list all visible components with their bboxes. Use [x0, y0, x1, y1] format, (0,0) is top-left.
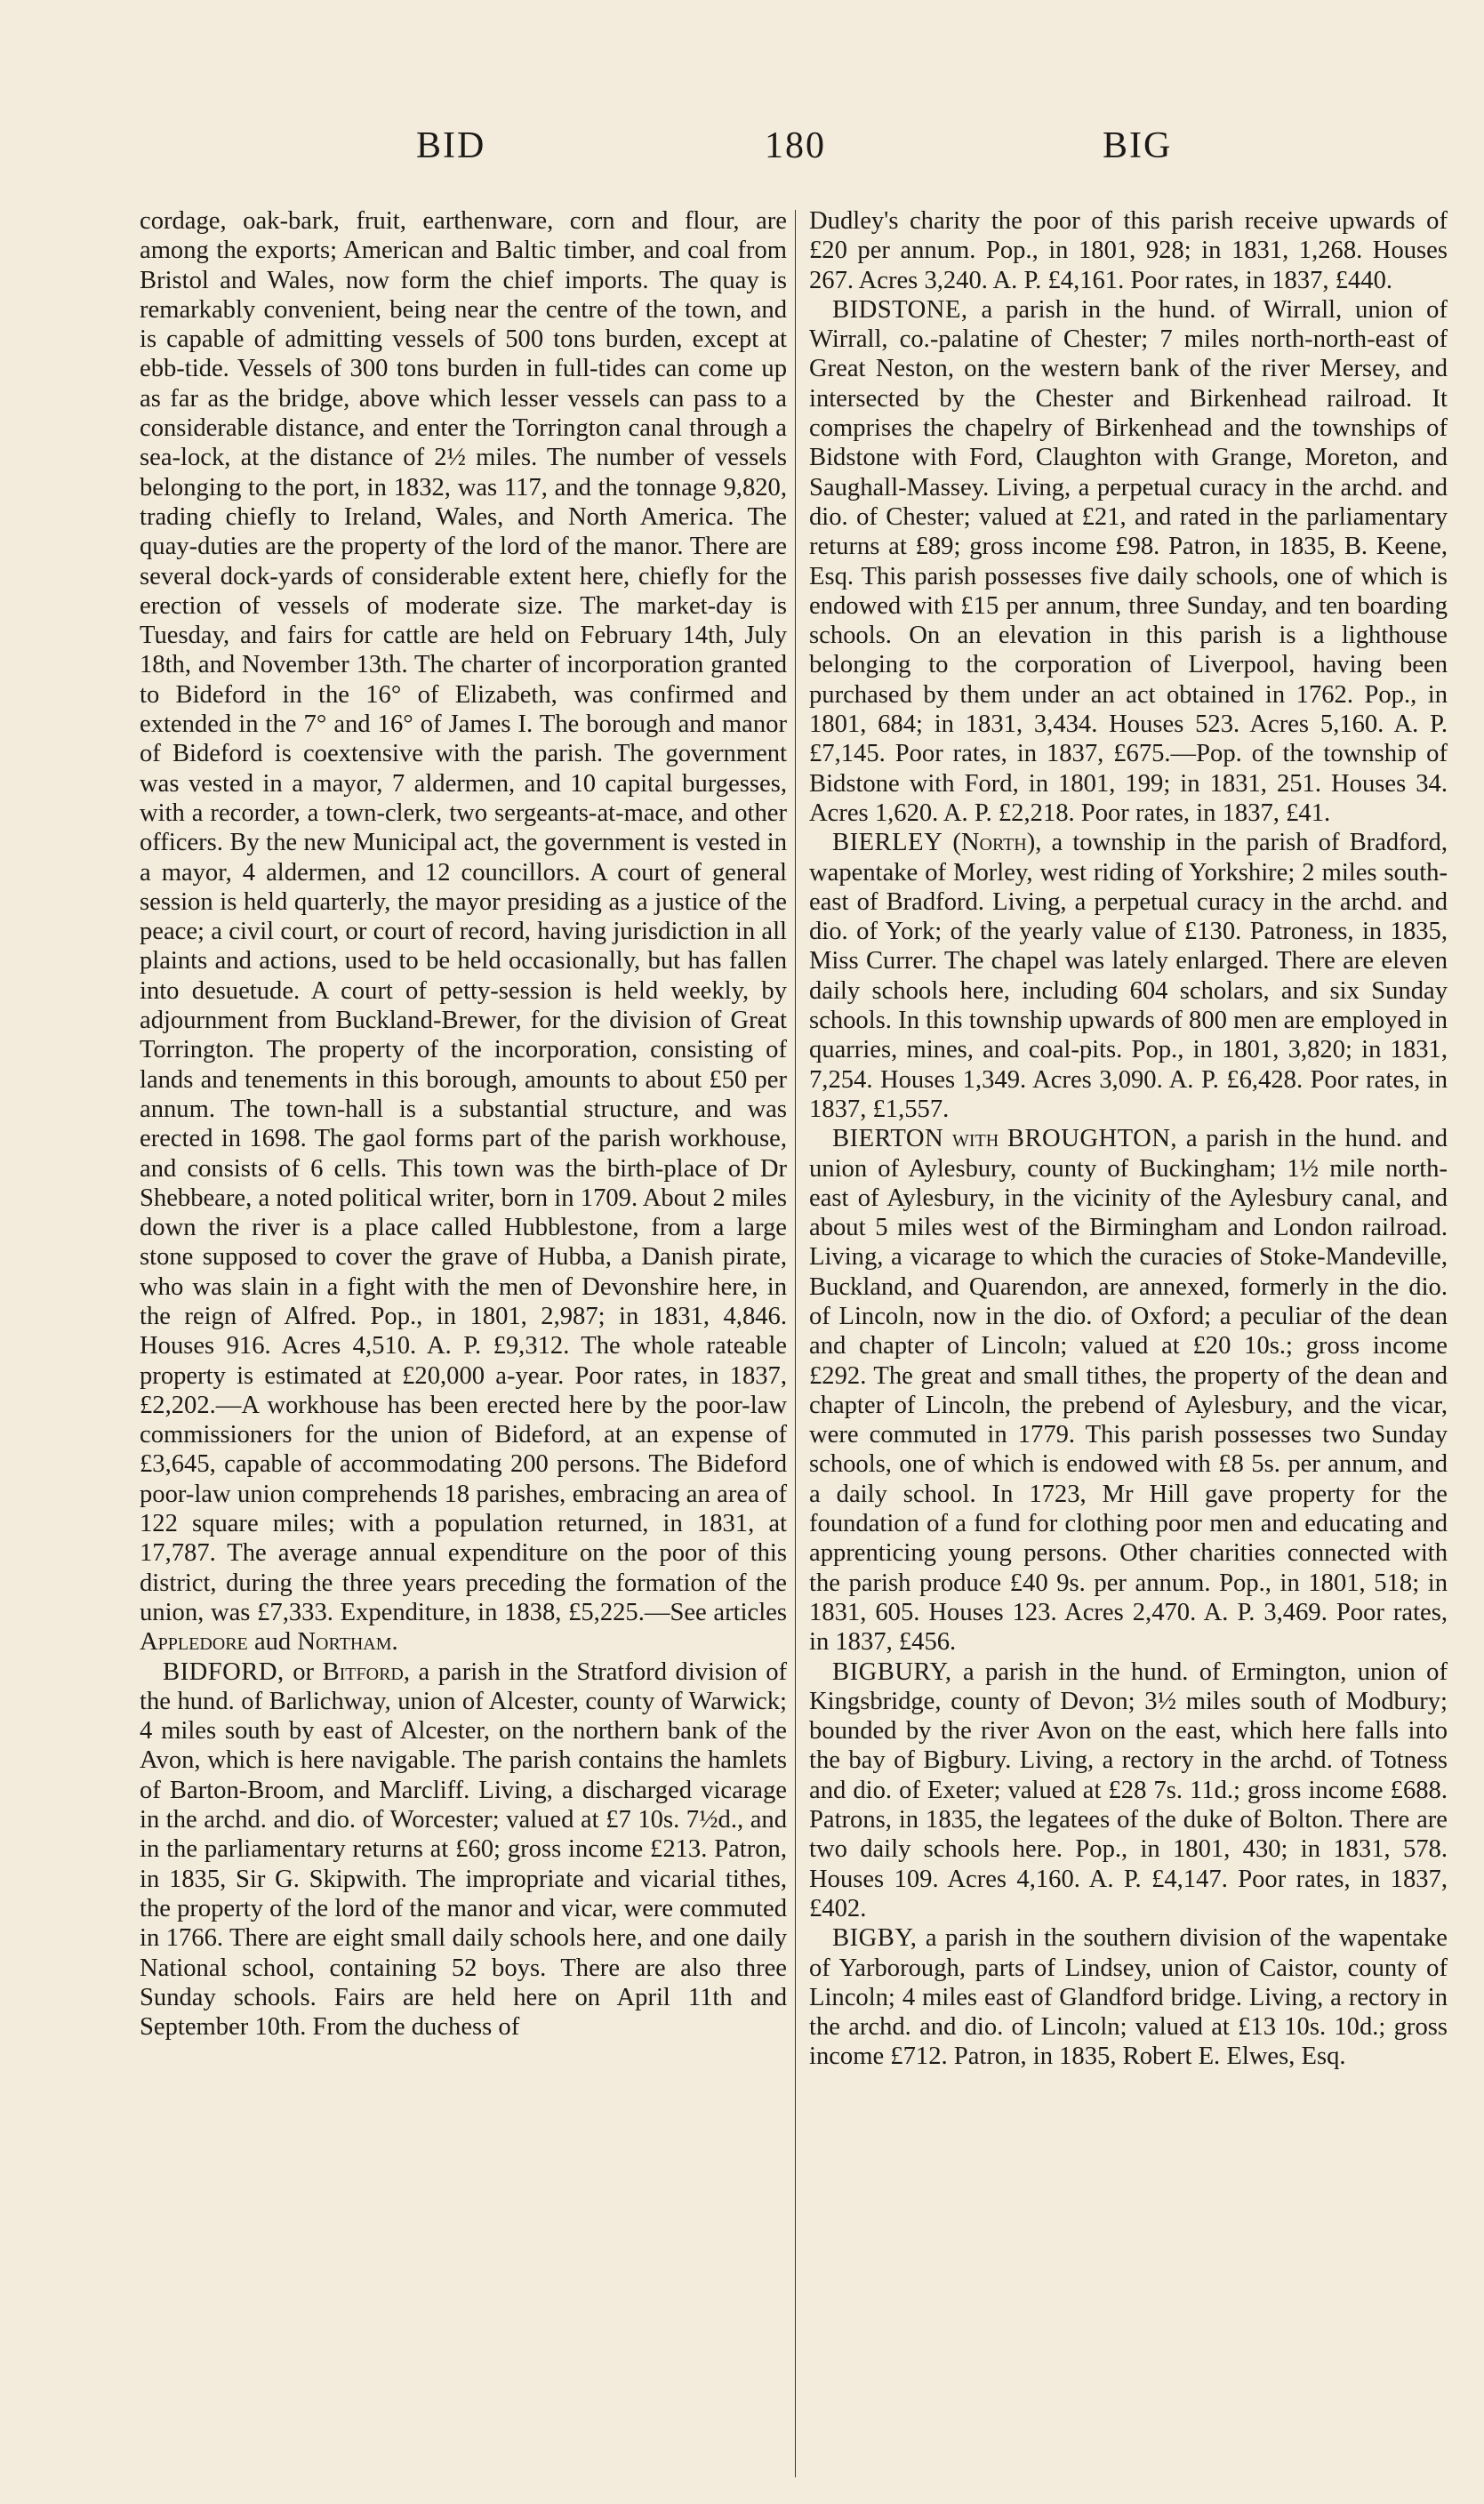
entry-text: a parish in the southern division of the wapentake of Yarborough, parts of Lindsey, union of Caistor, county of Lincoln; 4 miles east of Glandford bridge. Living, a rectory in the archd. and dio. of Lincoln; valued at £13 10s. 10d.; gross income £712. Patron, in 1835, Robert E. Elwes, Esq. [809, 1924, 1448, 2071]
entry-text: a township in the parish of Bradford, wapentake of Morley, west riding of Yorkshire; 2 miles south-east of Bradford. Living, a perpetual curacy in the archd. and dio. of York; of the yearly value of £130. Patroness, in 1835, Miss Currer. The chapel was lately enlarged. There are eleven daily schools here, including 604 scholars, and six Sunday schools. In this township upwards of 800 men are employed in quarries, mines, and coal-pits. Pop., in 1801, 3,820; in 1831, 7,254. Houses 1,349. Acres 3,090. A. P. £6,428. Poor rates, in 1837, £1,557. [809, 829, 1448, 1123]
entry-bideford-continued [140, 206, 787, 1657]
conjunction: aud [253, 1628, 292, 1657]
entry-text: a parish in the Stratford division of the hund. of Barlichway, union of Alcester, county of Warwick; 4 miles south by east of Alcester, on the northern bank of the Avon, which is here navigable. The parish contains the hamlets of Barton-Broom, and Marcliff. Living, a discharged vicarage in the archd. and dio. of Worcester; valued at £7 10s. 7½d., and in the parliamentary returns at £60; gross income £213. Patron, in 1835, Sir G. Skipwith. The impropriate and vicarial tithes, the property of the lord of the manor and vicar, were commuted in 1766. There are eight small daily schools here, and one daily National school, containing 52 boys. There are also three Sunday schools. Fairs are held here on April 11th and September 10th. From the duchess of [140, 1657, 787, 2042]
entry-headword-secondary: BROUGHTON, [1007, 1125, 1178, 1153]
entry-headword: BIERTON [832, 1125, 944, 1153]
alternate-name: Bitford, [322, 1657, 411, 1686]
entry-bidstone [809, 295, 1448, 828]
entry-text: a parish in the hund. of Wirrall, union of Wirrall, co.-palatine of Chester; 7 miles north-north-east of Great Neston, on the western bank of the river Mersey, and intersected by the Chester and Birkenhead railroad. It comprises the chapelry of Birkenhead and the townships of Bidstone with Ford, Claughton with Grange, Moreton, and Saughall-Massey. Living, a perpetual curacy in the archd. and dio. of Chester; valued at £21, and rated in the parliamentary returns at £89; gross income £98. Patron, in 1835, B. Keene, Esq. This parish possesses five daily schools, one of which is endowed with £15 per annum, three Sunday, and ten boarding schools. On an elevation in this parish is a lighthouse belonging to the corporation of Liverpool, having been purchased by them under an act obtained in 1762. Pop., in 1801, 684; in 1831, 3,434. Houses 523. Acres 5,160. A. P. £7,145. Poor rates, in 1837, £675.—Pop. of the township of Bidstone with Ford, in 1801, 199; in 1831, 251. Houses 34. Acres 1,620. A. P. £2,218. Poor rates, in 1837, £41. [809, 295, 1448, 827]
running-head-right: BIG [1103, 125, 1173, 166]
entry-headword: BIERLEY [832, 829, 943, 857]
entry-bigbury [809, 1657, 1448, 1924]
right-column [809, 206, 1448, 2483]
entry-bidford [140, 1657, 787, 2043]
entry-headword: BIDSTONE, [832, 295, 968, 324]
running-head-left: BID [416, 125, 486, 166]
entry-text: a parish in the hund. and union of Aylesbury, county of Buckingham; 1½ mile north-east of Aylesbury, in the vicinity of the Aylesbury canal, and about 5 miles west of the Birmingham and London railroad. Living, a vicarage to which the curacies of Stoke-Mandeville, Buckland, and Quarendon, are annexed, formerly in the dio. of Lincoln, now in the dio. of Oxford; a peculiar of the dean and chapter of Lincoln; valued at £20 10s.; gross income £292. The great and small tithes, the property of the dean and chapter of Lincoln, the prebend of Aylesbury, and the vicar, were commuted in 1779. This parish possesses two Sunday schools, one of which is endowed with £8 5s. per annum, and a daily school. In 1723, Mr Hill gave property for the foundation of a fund for clothing poor men and educating and apprenticing young persons. Other charities connected with the parish produce £40 9s. per annum. Pop., in 1801, 518; in 1831, 605. Houses 123. Acres 2,470. A. P. 3,469. Poor rates, in 1837, £456. [809, 1125, 1448, 1657]
entry-headword: BIGBURY, [832, 1657, 952, 1686]
entry-bierley [809, 828, 1448, 1124]
entry-headword: BIDFORD, [163, 1657, 285, 1686]
entry-text: a parish in the hund. of Ermington, union of Kingsbridge, county of Devon; 3½ miles south of Modbury; bounded by the river Avon on the east, which here falls into the bay of Bigbury. Living, a rectory in the archd. of Totness and dio. of Exeter; valued at £28 7s. 11d.; gross income £688. Patrons, in 1835, the legatees of the duke of Bolton. There are two daily schools here. Pop., in 1801, 430; in 1831, 578. Houses 109. Acres 4,160. A. P. £4,147. Poor rates, in 1837, £402. [809, 1657, 1448, 1922]
cross-reference: Northam. [297, 1628, 398, 1657]
headword-connector: or [293, 1657, 315, 1686]
entry-bidford-continued: Dudley's charity the poor of this parish receive upwards of £20 per annum. Pop., in 1801, 928; in 1831, 1,268. Houses 267. Acres 3,240. A. P. £4,161. Poor rates, in 1837, £440. [809, 207, 1448, 294]
entry-headword: BIGBY, [832, 1924, 918, 1953]
entry-bigby [809, 1923, 1448, 2071]
page-header [0, 124, 1484, 178]
cross-reference: Appledore [140, 1628, 248, 1657]
left-column [140, 206, 787, 2483]
headword-connector: with [951, 1125, 999, 1153]
entry-bierton [809, 1124, 1448, 1657]
entry-text: cordage, oak-bark, fruit, earthenware, corn and flour, are among the exports; American and Baltic timber, and coal from Bristol and Wales, now form the chief imports. The quay is remarkably convenient, being near the centre of the town, and is capable of admitting vessels of 500 tons burden, except at ebb-tide. Vessels of 300 tons burden in full-tides can come up as far as the bridge, above which lesser vessels can pass to a considerable distance, and enter the Torrington canal through a sea-lock, at the distance of 2½ miles. The number of vessels belonging to the port, in 1832, was 117, and the tonnage 9,820, trading chiefly to Ireland, Wales, and North America. The quay-duties are the property of the lord of the manor. There are several dock-yards of considerable extent here, chiefly for the erection of vessels of moderate size. The market-day is Tuesday, and fairs for cattle are held on February 14th, July 18th, and November 13th. The charter of incorporation granted to Bideford in the 16° of Elizabeth, was confirmed and extended in the 7° and 16° of James I. The borough and manor of Bideford is coextensive with the parish. The government was vested in a mayor, 7 aldermen, and 10 capital burgesses, with a recorder, a town-clerk, two sergeants-at-mace, and other officers. By the new Municipal act, the government is vested in a mayor, 4 aldermen, and 12 councillors. A court of general session is held quarterly, the mayor presiding as a justice of the peace; a civil court, or court of record, having jurisdiction in all plaints and actions, used to be held occasionally, but has fallen into desuetude. A court of petty-session is held weekly, by adjournment from Buckland-Brewer, for the division of Great Torrington. The property of the incorporation, consisting of lands and tenements in this borough, amounts to about £50 per annum. The town-hall is a substantial structure, and was erected in 1698. The gaol forms part of the parish workhouse, and consists of 6 cells. This town was the birth-place of Dr Shebbeare, a noted political writer, born in 1709. About 2 miles down the river is a place called Hubblestone, from a large stone supposed to cover the grave of Hubba, a Danish pirate, who was slain in a fight with the men of Devonshire here, in the reign of Alfred. Pop., in 1801, 2,987; in 1831, 4,846. Houses 916. Acres 4,510. A. P. £9,312. The whole rateable property is estimated at £20,000 a-year. Poor rates, in 1837, £2,202.—A workhouse has been erected here by the poor-law commissioners for the union of Bideford, at an expense of £3,645, capable of accommodating 200 persons. The Bideford poor-law union comprehends 18 parishes, embracing an area of 122 square miles; with a population returned, in 1831, at 17,787. The average annual expenditure on the poor of this district, during the three years preceding the formation of the union, was £7,333. Expenditure, in 1838, £5,225.—See articles [140, 207, 787, 1626]
page-number: 180 [765, 125, 826, 166]
headword-qualifier: (North), [952, 829, 1042, 857]
column-divider [795, 210, 796, 2477]
